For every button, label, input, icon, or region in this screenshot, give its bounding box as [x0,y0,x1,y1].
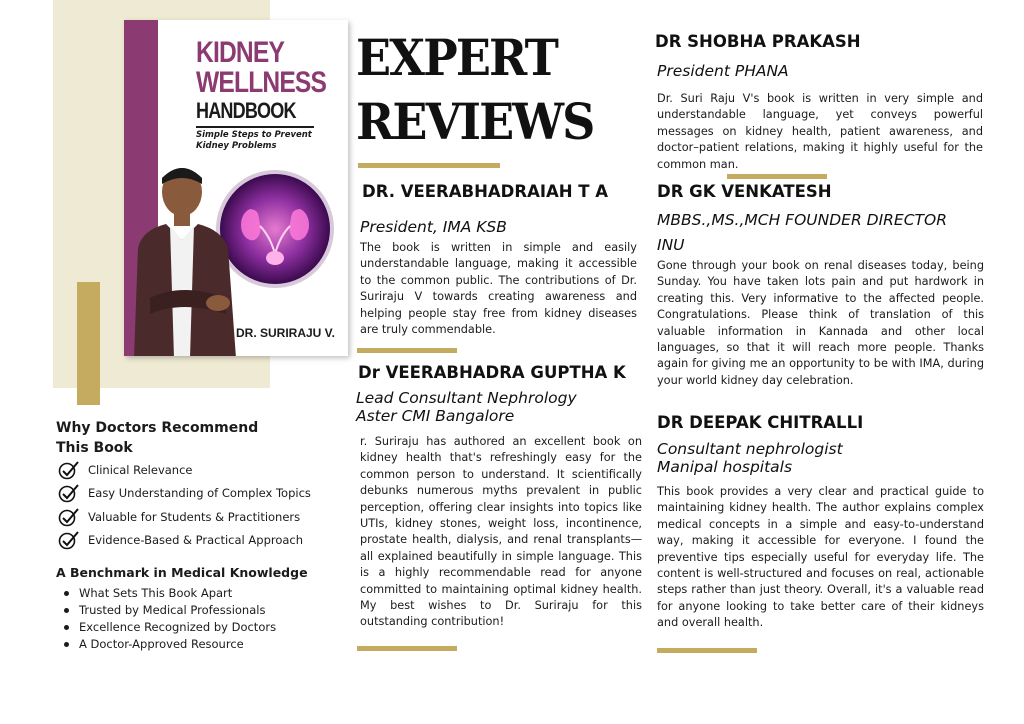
gold-divider [657,648,757,653]
page-title-line2: REVIEWS [356,92,594,151]
author-photo [130,148,242,356]
book-cover [124,20,348,356]
list-item-label: Evidence-Based & Practical Approach [88,533,304,548]
reviewer-name-guptha: Dr VEERABHADRA GUPTHA K [358,363,626,382]
list-item [58,505,318,529]
review-text-shobha: Dr. Suri Raju V's book is written in very simple and understandable language, yet conveys powerful messages on kidney health, patient awareness, and doctor–patient relations, making it highly useful for the common man. [657,92,983,171]
book-title-rule [196,126,314,128]
list-item-label: Clinical Relevance [88,462,193,477]
list-item-label: What Sets This Book Apart [79,586,233,600]
page-title-line1: EXPERT [356,28,558,87]
bullet-icon [64,625,69,630]
list-item [64,636,276,653]
gold-vertical-bar [77,282,100,405]
list-item [64,585,276,602]
list-item-label: Easy Understanding of Complex Topics [88,486,311,501]
gold-divider [357,646,457,651]
check-circle-icon [58,507,80,527]
reviewer-name-shobha: DR SHOBHA PRAKASH [655,32,861,51]
review-text-deepak: This book provides a very clear and practical guide to maintaining kidney health. The author explains complex medical concepts in a simple and easy-to-understand way, making it accessible for everyone. I found the preventive tips especially useful for everyday life. The content is well-structured and focuses on real, actionable steps rather than just theory. Overall, it's a valuable read for anyone looking to take better care of their kidneys and overall health. [657,485,984,630]
benchmark-title: A Benchmark in Medical Knowledge [56,565,308,580]
bullet-icon [64,608,69,613]
bullet-icon [64,642,69,647]
list-item [58,529,318,553]
list-item-label: Excellence Recognized by Doctors [79,620,277,634]
book-title-line1: KIDNEY [196,36,285,69]
check-circle-icon [58,460,80,480]
list-item [64,619,276,636]
gold-divider [358,163,500,168]
reviewer-role-veerabhadraiah: President, IMA KSB [360,218,507,236]
gold-divider [357,348,457,353]
reviewer-role-shobha: President PHANA [657,62,789,80]
reviewer-name-deepak: DR DEEPAK CHITRALLI [657,413,864,432]
book-subtitle: Simple Steps to Prevent Kidney Problems [196,130,312,151]
list-item [58,482,318,506]
review-text-veerabhadraiah: The book is written in simple and easily understandable language, making it accessible to the common public. The contributions of Dr. Suriraju V towards creating awareness and helping people stay free from kidney diseases are truly commendable. [360,241,637,337]
why-recommend-list [58,458,318,552]
review-text-venkatesh: Gone through your book on renal diseases today, being Sunday. You have taken lots pain and put hardwork in creating this. Very informative to the affected people. Congratulations. Please think of translation of this valuable information in Kannada and other local languages, so that it will reach more people. Thanks again for giving me an opportunity to be with IMA, during your world kidney day celebration. [657,259,984,387]
reviewer-name-venkatesh: DR GK VENKATESH [657,182,832,201]
reviewer-role-venkatesh-1: MBBS.,MS.,MCH FOUNDER DIRECTOR [657,211,947,229]
page-title [356,26,594,154]
reviewer-role-guptha-2: Aster CMI Bangalore [356,407,515,425]
why-recommend-title: Why Doctors Recommend This Book [56,420,259,456]
gold-divider [727,174,827,179]
book-title [196,36,327,124]
list-item-label: A Doctor-Approved Resource [79,637,244,651]
check-circle-icon [58,483,80,503]
reviewer-role-deepak-1: Consultant nephrologist [657,440,843,458]
list-item-label: Trusted by Medical Professionals [79,603,266,617]
reviewer-role-deepak-2: Manipal hospitals [657,458,793,476]
list-item [58,458,318,482]
review-text-guptha: r. Suriraju has authored an excellent book on kidney health that's refreshingly easy for the common person to understand. It scientifically debunks numerous myths prevalent in public perception, offering clear insights into topics like UTIs, kidney stones, weight loss, incontinence, prostate health, dialysis, and renal transplants—all explained beautifully in simple language. This is a highly recommendable read for anyone committed to maintaining optimal kidney health. My best wishes to Dr. Suriraju for this outstanding contribution! [360,435,642,629]
book-title-line3: HANDBOOK [196,98,296,123]
reviewer-role-guptha-1: Lead Consultant Nephrology [356,389,577,407]
book-author: DR. SURIRAJU V. [236,326,335,340]
check-circle-icon [58,530,80,550]
bullet-icon [64,591,69,596]
benchmark-list [64,585,276,653]
reviewer-name-veerabhadraiah: DR. VEERABHADRAIAH T A [362,182,609,201]
book-title-line2: WELLNESS [196,66,327,99]
list-item-label: Valuable for Students & Practitioners [88,509,301,524]
list-item [64,602,276,619]
reviewer-role-venkatesh-2: INU [657,236,685,254]
